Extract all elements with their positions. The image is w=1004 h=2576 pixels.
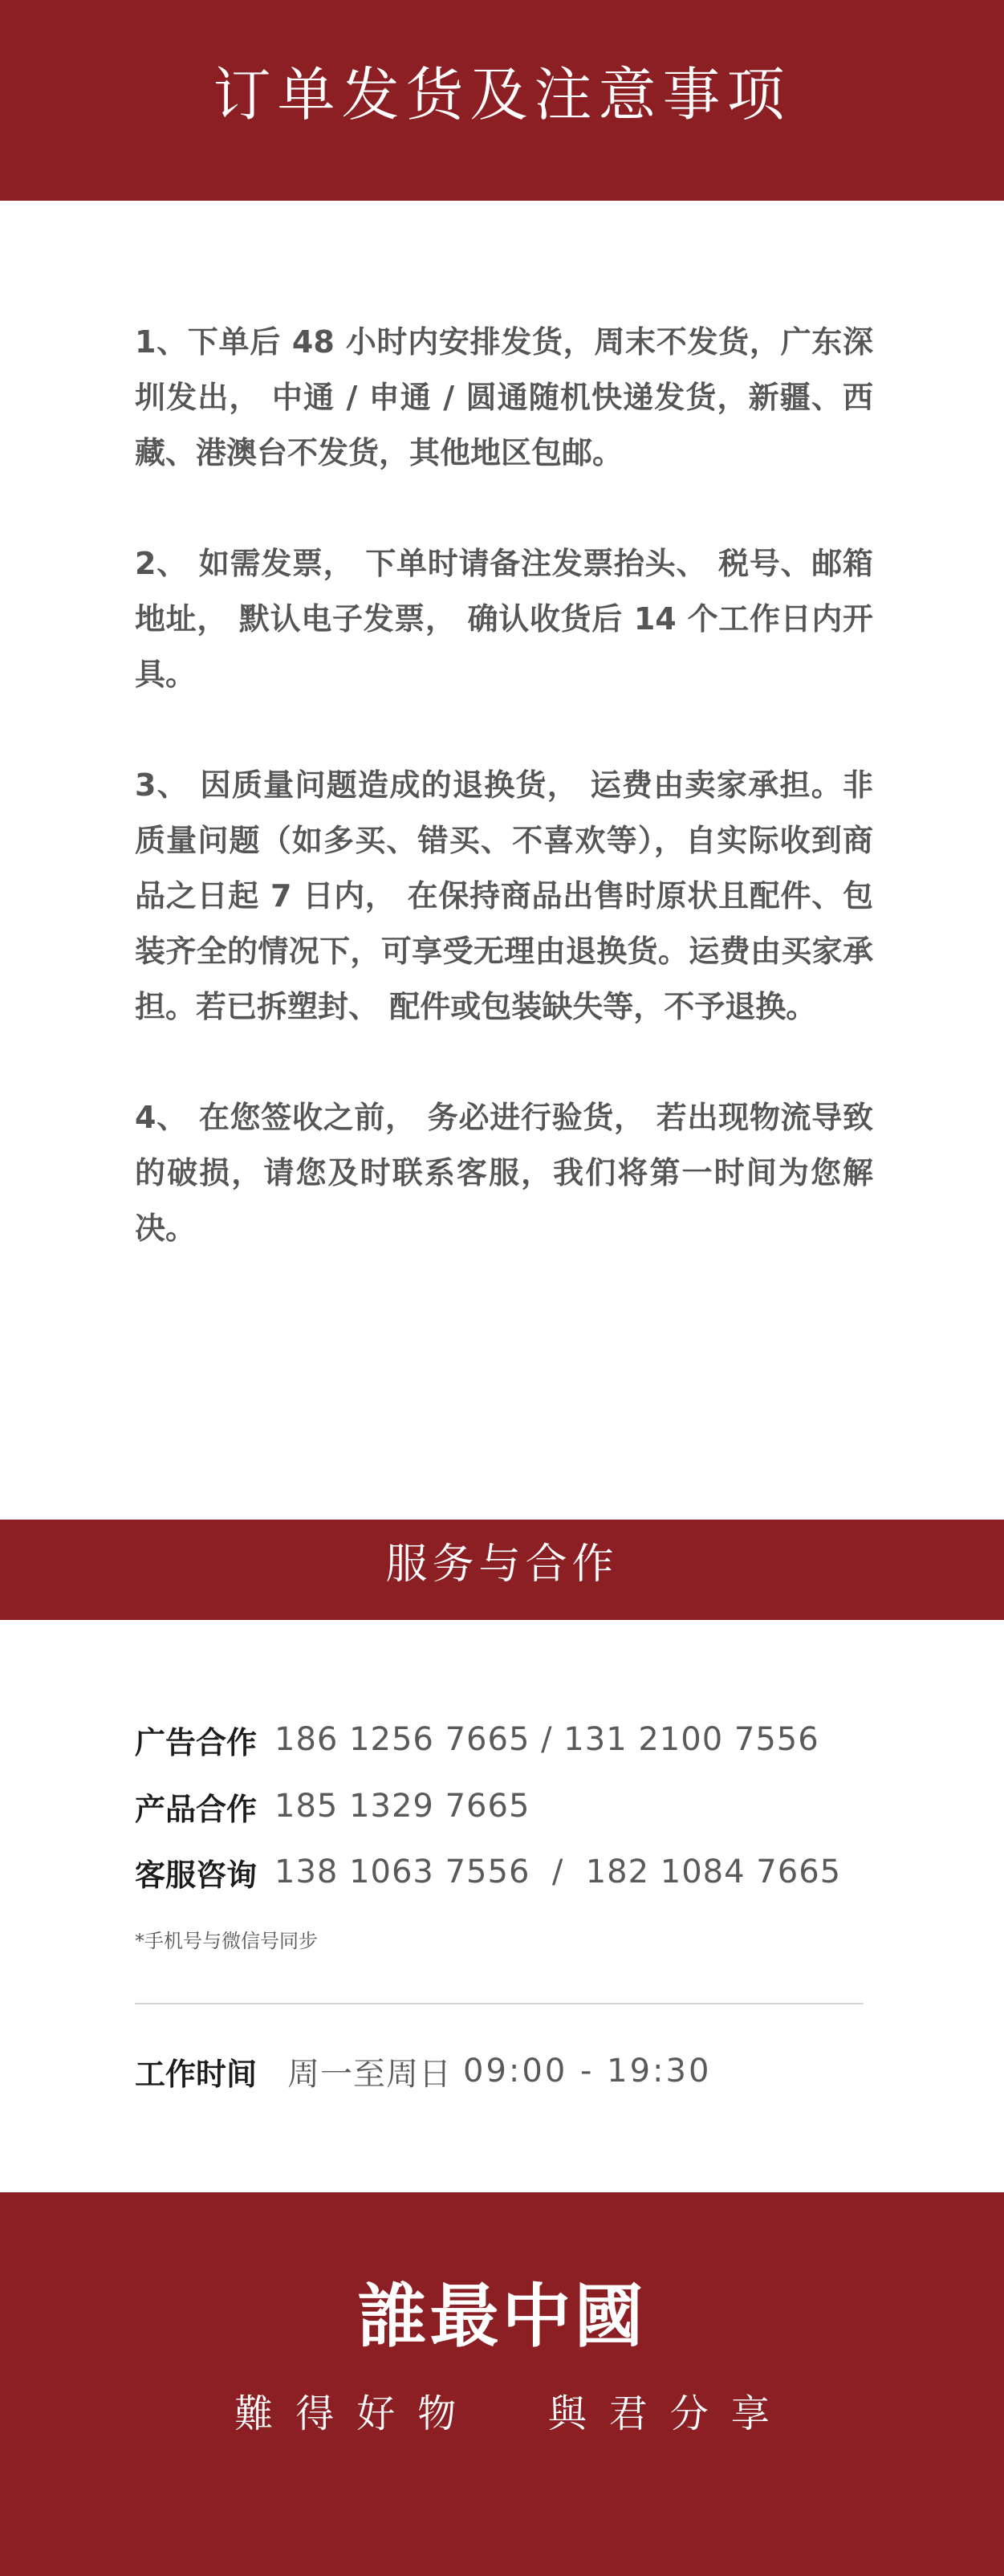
footer-banner xyxy=(0,2192,1004,2576)
contact-row-customer-service xyxy=(135,1848,841,1896)
working-hours-label: 工作时间 xyxy=(135,2056,258,2092)
brand-slogan: 難得好物 與君分享 xyxy=(234,2391,792,2436)
working-time: 09:00 - 19:30 xyxy=(463,2053,712,2090)
contact-label: 客服咨询 xyxy=(135,1857,258,1893)
brand-logo: 誰最中國 xyxy=(357,2276,647,2357)
header-banner xyxy=(0,0,1004,201)
phone-number: 186 1256 7665 / 131 2100 7556 xyxy=(274,1721,819,1758)
phone-number: 185 1329 7665 xyxy=(274,1788,530,1825)
divider xyxy=(135,2003,864,2004)
notice-shipping: 1、下单后 48 小时内安排发货，周末不发货，广东深圳发出， 中通 / 申通 / 圆通随机快递发货，新疆、西藏、港澳台不发货，其他地区包邮。 xyxy=(135,324,873,470)
notice-list xyxy=(135,315,873,1312)
page-title: 订单发货及注意事项 xyxy=(213,61,791,128)
working-days: 周一至周日 xyxy=(287,2055,453,2093)
notice-invoice: 2、 如需发票， 下单时请备注发票抬头、 税号、邮箱地址， 默认电子发票， 确认收货后 14 个工作日内开具。 xyxy=(135,546,873,692)
notice-inspection: 4、 在您签收之前， 务必进行验货， 若出现物流导致的破损，请您及时联系客服，我们将第一时间为您解决。 xyxy=(135,1100,873,1246)
contact-label: 广告合作 xyxy=(135,1724,258,1760)
phone-number: 138 1063 7556 / 182 1084 7665 xyxy=(274,1854,842,1890)
contact-label: 产品合作 xyxy=(135,1791,258,1827)
contact-row-product xyxy=(135,1782,530,1830)
service-title: 服务与合作 xyxy=(385,1540,619,1589)
wechat-sync-note: *手机号与微信号同步 xyxy=(135,1930,318,1952)
working-hours-row xyxy=(135,2047,711,2095)
notice-returns: 3、 因质量问题造成的退换货， 运费由卖家承担。非质量问题（如多买、错买、不喜欢等），自实际收到商品之日起 7 日内， 在保持商品出售时原状且配件、包装齐全的情况下，可享受无理由退换货。运费由买家承担。若已拆塑封、 配件或包装缺失等，不予退换。 xyxy=(135,767,873,1024)
contact-row-advertising xyxy=(135,1715,819,1764)
service-banner xyxy=(0,1520,1004,1620)
